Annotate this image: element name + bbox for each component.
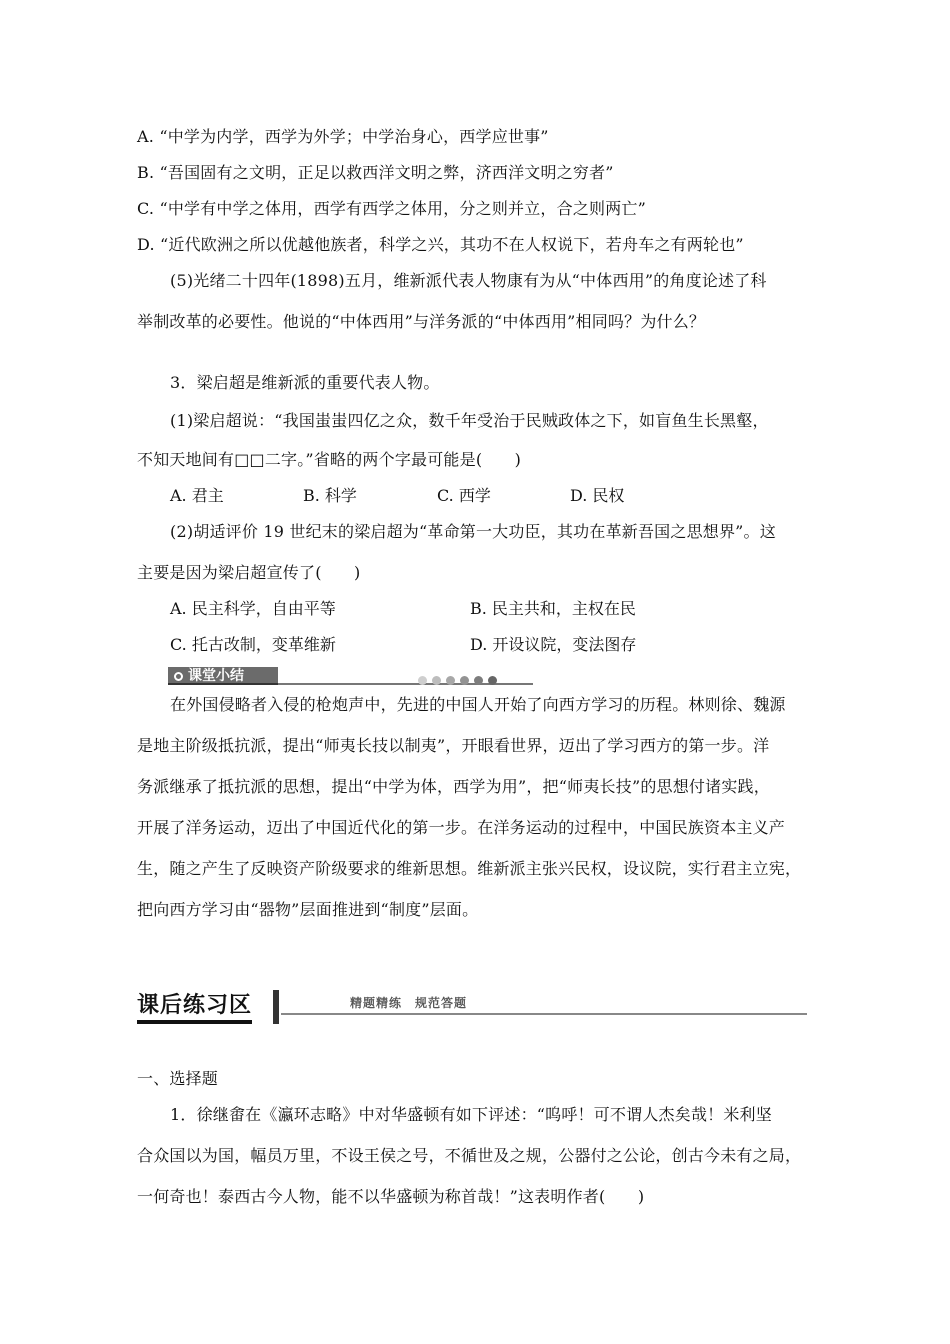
q3-1-option-d: D. 民权 (570, 486, 625, 505)
option-d: D. “近代欧洲之所以优越他族者，科学之兴，其功不在人权说下，若舟车之有两轮也” (137, 235, 744, 254)
summary-section-header (168, 667, 533, 687)
question-5-line-1: (5)光绪二十四年(1898)五月，维新派代表人物康有为从“中体西用”的角度论述了科 (170, 271, 767, 290)
q3-1-option-c: C. 西学 (437, 486, 491, 505)
option-b: B. “吾国固有之文明，正足以救西洋文明之弊，济西洋文明之穷者” (137, 163, 614, 182)
summary-line: 生，随之产生了反映资产阶级要求的维新思想。维新派主张兴民权，设议院，实行君主立宪， (137, 859, 802, 878)
bullet-circle-icon (174, 672, 183, 681)
dot-icon (432, 676, 441, 685)
q3-2-option-d: D. 开设议院，变法图存 (470, 635, 637, 654)
question-5-line-2: 举制改革的必要性。他说的“中体西用”与洋务派的“中体西用”相同吗？为什么？ (137, 312, 706, 331)
practice-banner (137, 988, 807, 1028)
decorative-dots (418, 670, 502, 689)
practice-banner-title: 课后练习区 (137, 992, 252, 1024)
question-3-2-line-2: 主要是因为梁启超宣传了( ) (137, 563, 361, 582)
banner-divider (273, 990, 279, 1024)
practice-q1-line: 1．徐继畬在《瀛环志略》中对华盛顿有如下评述：“呜呼！可不谓人杰矣哉！米利坚 (170, 1105, 772, 1124)
summary-heading-tag (168, 667, 278, 685)
q3-1-option-a: A. 君主 (170, 486, 224, 505)
dot-icon (446, 676, 455, 685)
question-3-1-line-1: (1)梁启超说：“我国蚩蚩四亿之众，数千年受治于民贼政体之下，如盲鱼生长黑壑， (170, 411, 769, 430)
option-c: C. “中学有中学之体用，西学有西学之体用，分之则并立，合之则两亡” (137, 199, 647, 218)
dot-icon (488, 676, 497, 685)
section-heading-choice: 一、选择题 (137, 1069, 219, 1088)
practice-q1-line: 一何奇也！泰西古今人物，能不以华盛顿为称首哉！”这表明作者( ) (137, 1187, 645, 1206)
summary-line: 务派继承了抵抗派的思想，提出“中学为体，西学为用”，把“师夷长技”的思想付诸实践， (137, 777, 770, 796)
q3-2-option-c: C. 托古改制，变革维新 (170, 635, 336, 654)
q3-2-option-a: A. 民主科学，自由平等 (170, 599, 336, 618)
summary-line: 把向西方学习由“器物”层面推进到“制度”层面。 (137, 900, 479, 919)
dot-icon (460, 676, 469, 685)
banner-rule (281, 1013, 807, 1015)
summary-heading: 课堂小结 (188, 668, 244, 684)
dot-icon (418, 676, 427, 685)
summary-line: 在外国侵略者入侵的枪炮声中，先进的中国人开始了向西方学习的历程。林则徐、魏源 (170, 695, 786, 714)
q3-2-option-b: B. 民主共和，主权在民 (470, 599, 636, 618)
dot-icon (474, 676, 483, 685)
question-3-1-line-2: 不知天地间有□□二字。”省略的两个字最可能是( ) (137, 450, 522, 469)
practice-banner-subtitle: 精题精练 规范答题 (350, 996, 468, 1010)
option-a: A. “中学为内学，西学为外学；中学治身心，西学应世事” (137, 127, 549, 146)
summary-line: 是地主阶级抵抗派，提出“师夷长技以制夷”，开眼看世界，迈出了学习西方的第一步。洋 (137, 736, 770, 755)
practice-q1-line: 合众国以为国，幅员万里，不设王侯之号，不循世及之规，公器付之公论，创古今未有之局， (137, 1146, 802, 1165)
summary-line: 开展了洋务运动，迈出了中国近代化的第一步。在洋务运动的过程中，中国民族资本主义产 (137, 818, 786, 837)
question-3-intro: 3．梁启超是维新派的重要代表人物。 (170, 373, 440, 392)
question-3-2-line-1: (2)胡适评价 19 世纪末的梁启超为“革命第一大功臣，其功在革新吾国之思想界”。这 (170, 522, 776, 541)
q3-1-option-b: B. 科学 (303, 486, 357, 505)
